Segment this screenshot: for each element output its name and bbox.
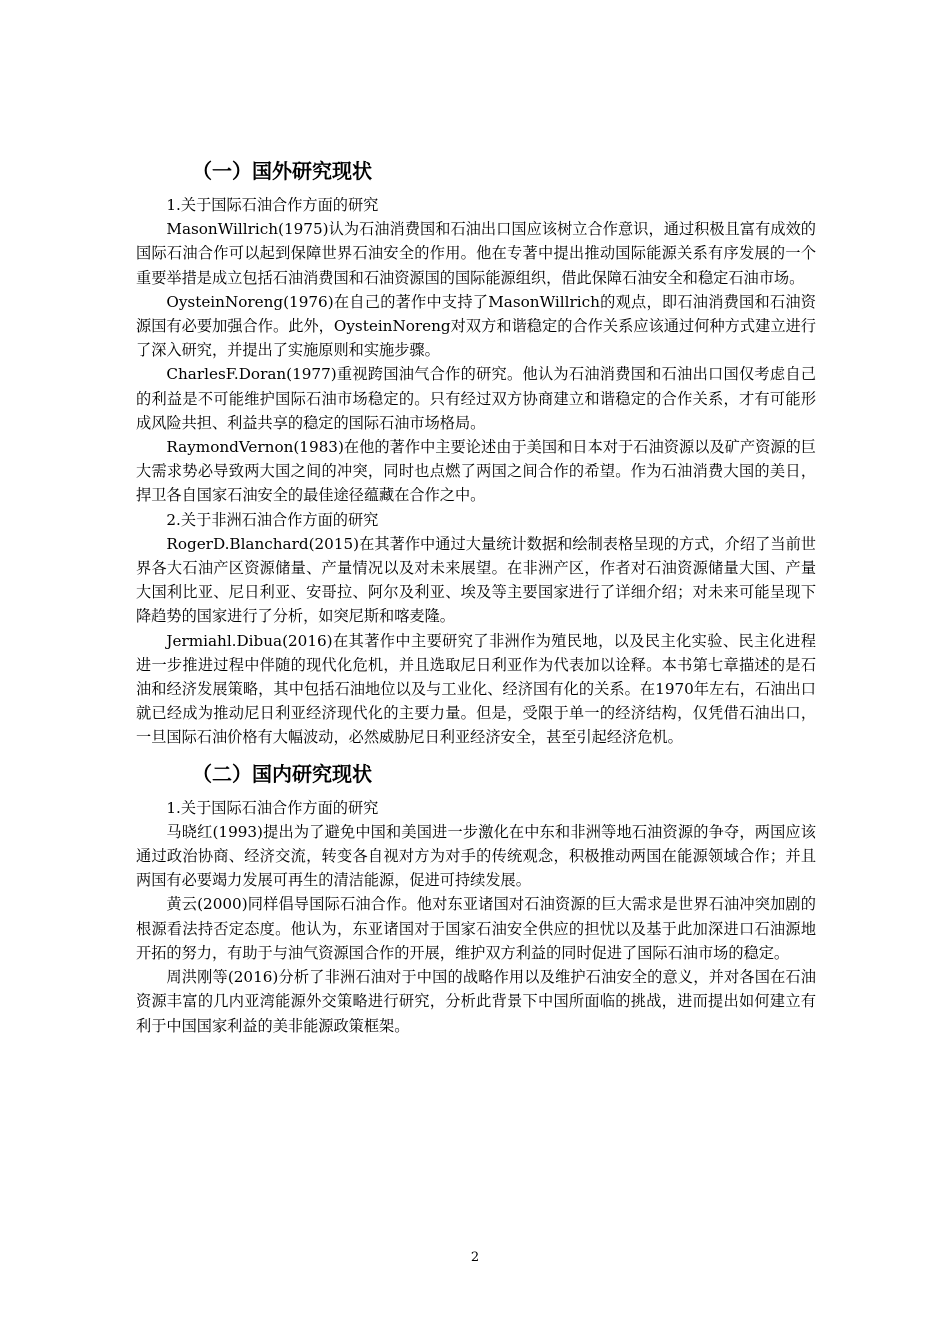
page-content: [136, 157, 816, 1038]
paragraph: 马晓红(1993)提出为了避免中国和美国进一步激化在中东和非洲等地石油资源的争夺，两国应该通过政治协商、经济交流，转变各自视对方为对手的传统观念，积极推动两国在能源领域合作；并且两国有必要竭力发展可再生的清洁能源，促进可持续发展。: [136, 822, 816, 890]
paragraph: CharlesF.Doran(1977)重视跨国油气合作的研究。他认为石油消费国和石油出口国仅考虑自己的利益是不可能维护国际石油市场稳定的。只有经过双方协商建立和谐稳定的合作关系，才有可能形成风险共担、利益共享的稳定的国际石油市场格局。: [136, 365, 816, 432]
paragraph: 黄云(2000)同样倡导国际石油合作。他对东亚诸国对石油资源的巨大需求是世界石油冲突加剧的根源看法持否定态度。他认为，东亚诸国对于国家石油安全供应的担忧以及基于此加深进口石油源地开拓的努力，有助于与油气资源国合作的开展，维护双方利益的同时促进了国际石油市场的稳定。: [136, 895, 816, 962]
paragraph: Jermiahl.Dibua(2016)在其著作中主要研究了非洲作为殖民地，以及民主化实验、民主化进程进一步推进过程中伴随的现代化危机，并且选取尼日利亚作为代表加以诠释。本书第七章描述的是石油和经济发展策略，其中包括石油地位以及与工业化、经济国有化的关系。在1970年左右，石油出口就已经成为推动尼日利亚经济现代化的主要力量。但是，受限于单一的经济结构，仅凭借石油出口，一旦国际石油价格有大幅波动，必然威胁尼日利亚经济安全，甚至引起经济危机。: [136, 631, 816, 747]
paragraph: OysteinNoreng(1976)在自己的著作中支持了MasonWillrich的观点，即石油消费国和石油资源国有必要加强合作。此外，OysteinNoreng对双方和谐稳定的合作关系应该通过何种方式建立进行了深入研究，并提出了实施原则和实施步骤。: [136, 292, 816, 360]
paragraph: MasonWillrich(1975)认为石油消费国和石油出口国应该树立合作意识，通过积极且富有成效的国际石油合作可以起到保障世界石油安全的作用。他在专著中提出推动国际能源关系有序发展的一个重要举措是成立包括石油消费国和石油资源国的国际能源组织，借此保障石油安全和稳定石油市场。: [136, 220, 816, 287]
paragraph: RaymondVernon(1983)在他的著作中主要论述由于美国和日本对于石油资源以及矿产资源的巨大需求势必导致两大国之间的冲突，同时也点燃了两国之间合作的希望。作为石油消费大国的美日，捍卫各自国家石油安全的最佳途径蕴藏在合作之中。: [136, 438, 816, 505]
page-number: 2: [470, 1250, 480, 1265]
subheading: 1.关于国际石油合作方面的研究: [166, 196, 379, 214]
section-heading-foreign: （一）国外研究现状: [192, 159, 372, 183]
subheading: 1.关于国际石油合作方面的研究: [166, 798, 379, 817]
paragraph: RogerD.Blanchard(2015)在其著作中通过大量统计数据和绘制表格呈现的方式，介绍了当前世界各大石油产区资源储量、产量情况以及对未来展望。在非洲产区，作者对石油资源储量大国、产量大国利比亚、尼日利亚、安哥拉、阿尔及利亚、埃及等主要国家进行了详细介绍；对未来可能呈现下降趋势的国家进行了分析，如突尼斯和喀麦隆。: [136, 534, 816, 626]
section-heading-domestic: （二）国内研究现状: [192, 761, 372, 786]
subheading: 2.关于非洲石油合作方面的研究: [166, 510, 379, 529]
paragraph: 周洪刚等(2016)分析了非洲石油对于中国的战略作用以及维护石油安全的意义，并对各国在石油资源丰富的几内亚湾能源外交策略进行研究，分析此背景下中国所面临的挑战，进而提出如何建立有利于中国国家利益的美非能源政策框架。: [136, 968, 816, 1035]
